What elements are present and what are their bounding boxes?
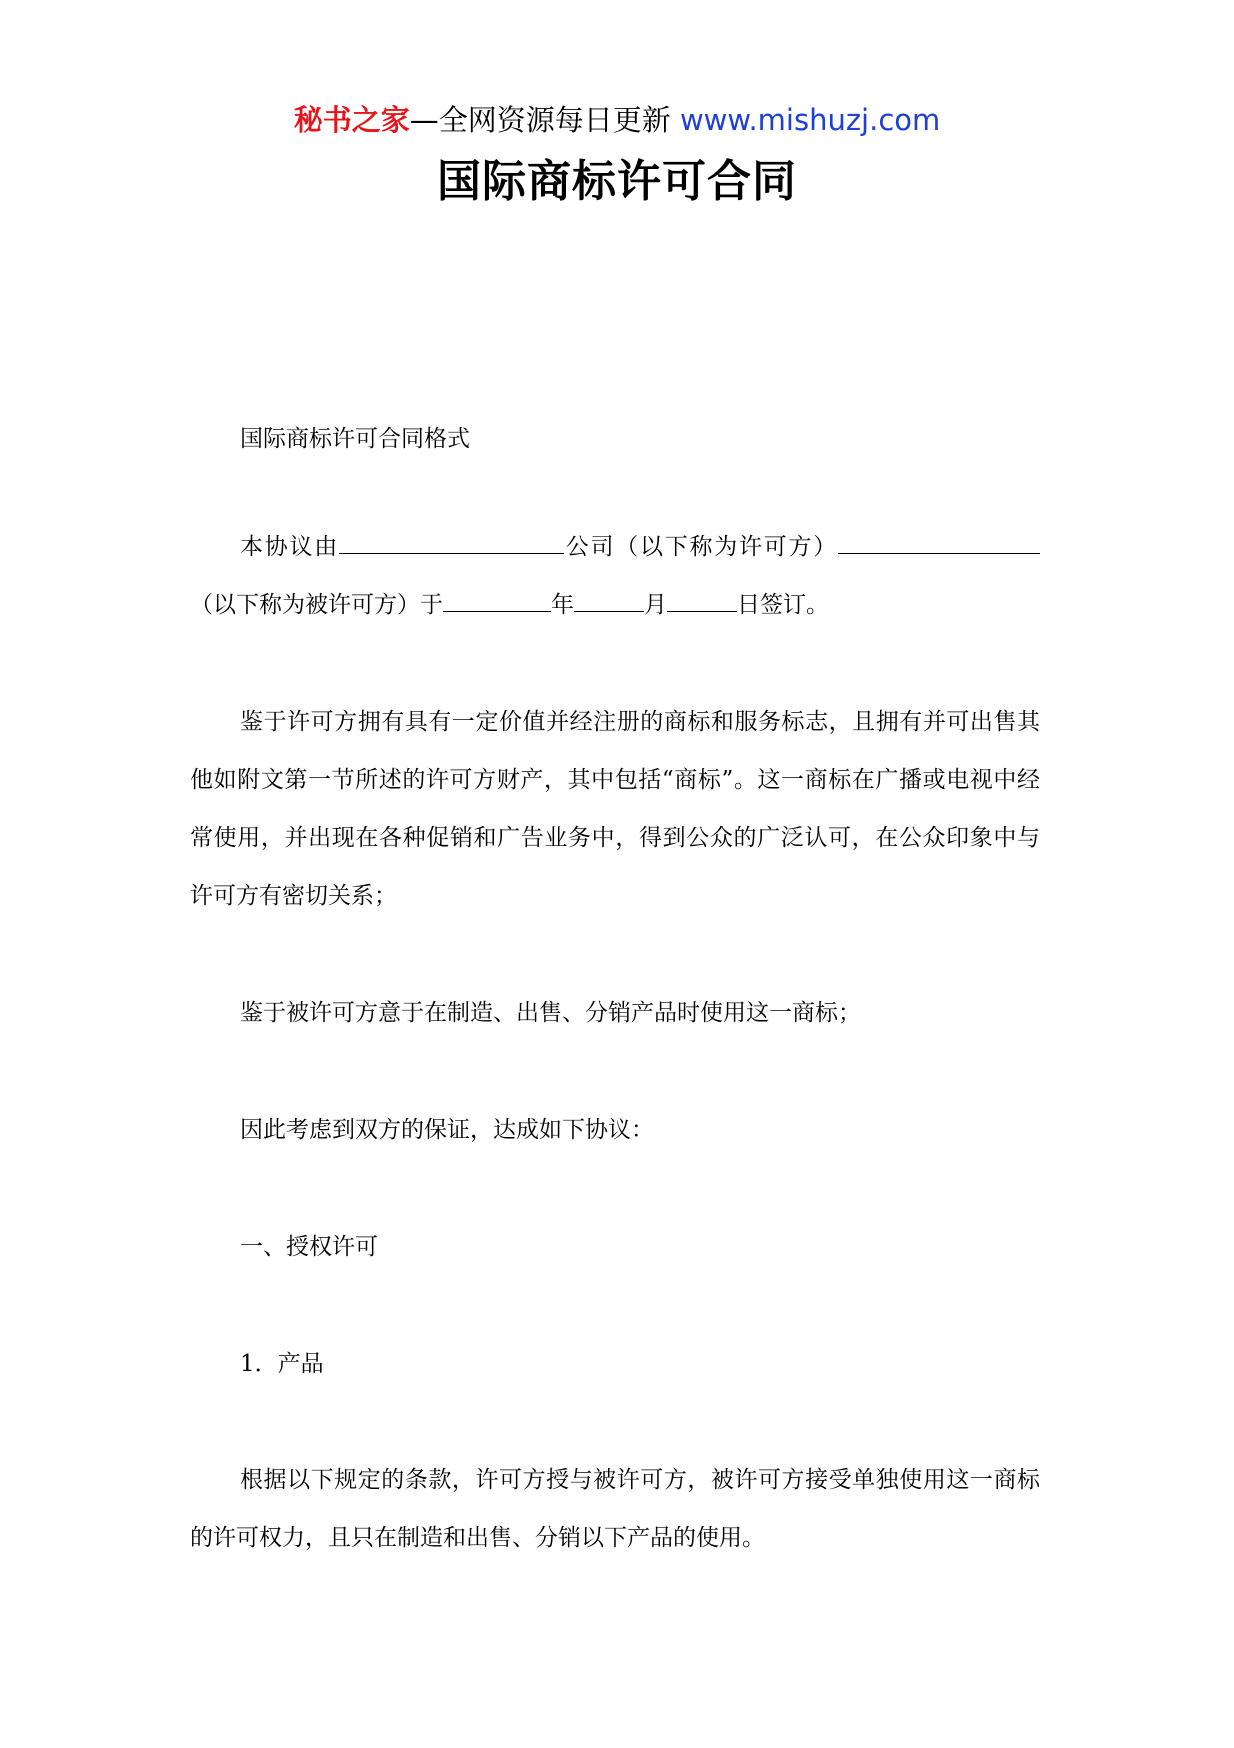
licensee-blank-line <box>838 527 1040 554</box>
site-banner <box>0 100 1234 140</box>
item-heading-1: 1．产品 <box>240 1351 324 1377</box>
section-heading-1: 一、授权许可 <box>240 1234 378 1260</box>
intro-text-3: （以下称为被许可方）于 <box>190 592 443 618</box>
intro-year-label: 年 <box>551 592 574 618</box>
day-blank-line <box>667 585 737 612</box>
intro-paragraph <box>190 518 1040 634</box>
whereas-paragraph-1: 鉴于许可方拥有具有一定价值并经注册的商标和服务标志，且拥有并可出售其他如附文第一节所述的许可方财产，其中包括“商标”。这一商标在广播或电视中经常使用，并出现在各种促销和广告业务中，得到公众的广泛认可，在公众印象中与许可方有密切关系； <box>190 709 1040 909</box>
therefore-paragraph: 因此考虑到双方的保证，达成如下协议： <box>240 1117 654 1143</box>
intro-month-label: 月 <box>644 592 667 618</box>
document-title: 国际商标许可合同 <box>437 156 797 207</box>
month-blank-line <box>574 585 644 612</box>
year-blank-line <box>443 585 551 612</box>
company-blank-line <box>339 527 564 554</box>
intro-text-2: 公司（以下称为许可方） <box>564 534 838 560</box>
format-title-paragraph: 国际商标许可合同格式 <box>240 426 470 452</box>
whereas-paragraph-2: 鉴于被许可方意于在制造、出售、分销产品时使用这一商标； <box>240 1000 861 1026</box>
site-url-link[interactable]: www.mishuzj.com <box>679 103 941 137</box>
intro-text-1: 本协议由 <box>240 534 339 560</box>
site-name: 秘书之家 <box>293 103 410 137</box>
intro-day-label: 日签订。 <box>737 592 829 618</box>
grant-paragraph: 根据以下规定的条款，许可方授与被许可方，被许可方接受单独使用这一商标的许可权力，且只在制造和出售、分销以下产品的使用。 <box>190 1467 1040 1551</box>
site-slogan: —全网资源每日更新 <box>409 103 671 137</box>
